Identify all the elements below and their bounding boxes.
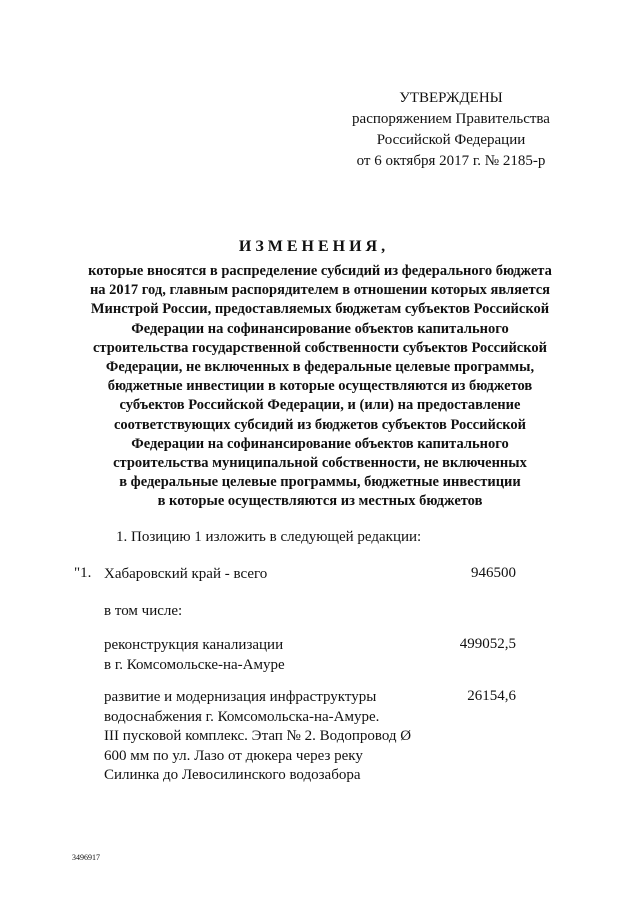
subtitle-line: бюджетные инвестиции в которые осуществляются из бюджетов	[107, 378, 533, 395]
document-subtitle	[60, 262, 580, 512]
row-label-line: реконструкция канализации	[104, 637, 284, 653]
row-label-sewerage	[104, 636, 285, 675]
row-label-line: в г. Комсомольске-на-Амуре	[104, 656, 285, 673]
row-value-region-total: 946500	[471, 565, 516, 581]
approval-line: Российской Федерации	[376, 132, 526, 148]
row-label-line: водоснабжения г. Комсомольска-на-Амуре.	[104, 708, 380, 725]
row-label-line: развитие и модернизация инфраструктуры	[104, 689, 377, 705]
row-label-line: 600 мм по ул. Лазо от дюкера через реку	[104, 747, 363, 764]
subtitle-line: в федеральные целевые программы, бюджетные инвестиции	[119, 474, 521, 491]
subtitle-line: на 2017 год, главным распорядителем в отношении которых является	[89, 282, 551, 299]
row-label-water-supply	[104, 688, 411, 786]
row-label-line: Хабаровский край - всего	[104, 566, 268, 582]
approval-date-number: от 6 октября 2017 г. № 2185-р	[356, 153, 546, 169]
row-value-sewerage: 499052,5	[459, 636, 516, 652]
subtitle-line: соответствующих субсидий из бюджетов субъектов Российской	[113, 416, 527, 433]
subtitle-line: которые вносятся в распределение субсидий из федерального бюджета	[88, 263, 552, 279]
subtitle-line: строительства муниципальной собственности, не включенных	[113, 455, 527, 472]
subtitle-line: Федерации, не включенных в федеральные целевые программы,	[105, 359, 535, 376]
subtitle-line: Федерации на софинансирование объектов капитального	[131, 320, 509, 337]
row-label-including	[104, 602, 182, 622]
subtitle-line: Минстрой России, предоставляемых бюджетам субъектов Российской	[90, 301, 550, 318]
footer-code: 3496917	[72, 853, 100, 862]
approval-line: распоряжением Правительства	[352, 111, 550, 127]
subtitle-line: строительства государственной собственности субъектов Российской	[93, 339, 547, 356]
row-label-line: III пусковой комплекс. Этап № 2. Водопровод Ø	[104, 728, 412, 744]
approval-block	[336, 88, 566, 172]
document-title: ИЗМЕНЕНИЯ,	[238, 238, 390, 255]
subtitle-line: субъектов Российской Федерации, и (или) на предоставление	[119, 397, 521, 414]
amendment-item-1: 1. Позицию 1 изложить в следующей редакции:	[116, 529, 422, 545]
position-number: "1.	[74, 565, 92, 581]
row-label-region-total	[104, 565, 267, 585]
row-value-water-supply: 26154,6	[467, 688, 516, 704]
row-label-line: Силинка до Левосилинского водозабора	[104, 767, 361, 783]
subtitle-line: Федерации на софинансирование объектов капитального	[131, 435, 509, 452]
approval-heading: УТВЕРЖДЕНЫ	[399, 90, 503, 106]
subtitle-line: в которые осуществляются из местных бюджетов	[157, 493, 483, 510]
row-label-line: в том числе:	[104, 603, 183, 619]
